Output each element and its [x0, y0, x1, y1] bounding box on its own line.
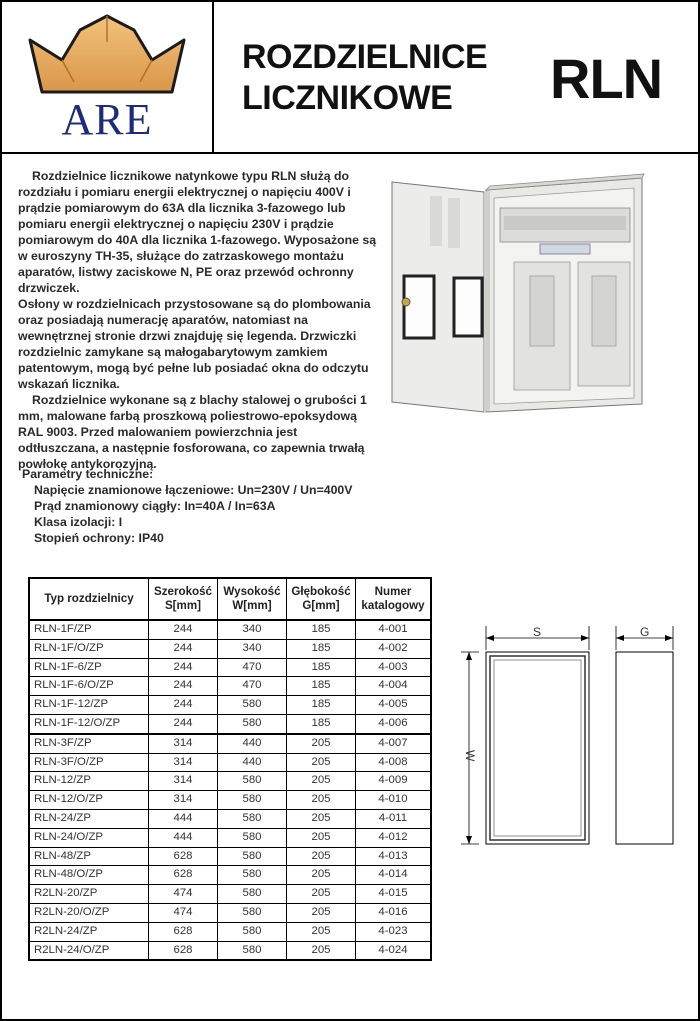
- cell-width: 244: [149, 620, 218, 639]
- cell-type: R2LN-20/ZP: [29, 885, 149, 904]
- table-row: [29, 714, 431, 733]
- cell-catalog: 4-014: [356, 866, 432, 885]
- cell-width: 244: [149, 639, 218, 658]
- cell-catalog: 4-005: [356, 696, 432, 715]
- table-row: [29, 734, 431, 753]
- description: [18, 168, 378, 472]
- cell-type: RLN-12/ZP: [29, 772, 149, 791]
- model-title: RLN: [550, 47, 663, 110]
- product-photo: [390, 172, 652, 418]
- cell-width: 444: [149, 828, 218, 847]
- cell-depth: 205: [287, 885, 356, 904]
- cell-height: 440: [218, 734, 287, 753]
- height-label: W: [463, 750, 477, 762]
- cell-depth: 205: [287, 847, 356, 866]
- cell-height: 580: [218, 885, 287, 904]
- cell-catalog: 4-007: [356, 734, 432, 753]
- cell-catalog: 4-004: [356, 677, 432, 696]
- cell-catalog: 4-008: [356, 753, 432, 772]
- cell-type: RLN-12/O/ZP: [29, 791, 149, 810]
- description-paragraph: Rozdzielnice wykonane są z blachy stalowej o grubości 1 mm, malowane farbą proszkową poliestrowo-epoksydową RAL 9003. Przed malowaniem powierzchnia jest odtłuszczana, a następnie fosforowana, co zapewnia trwałą powłokę antykorozyjną.: [18, 393, 367, 471]
- cell-depth: 185: [287, 620, 356, 639]
- cell-height: 580: [218, 809, 287, 828]
- cell-height: 580: [218, 866, 287, 885]
- cell-type: RLN-1F-6/ZP: [29, 658, 149, 677]
- cell-type: R2LN-20/O/ZP: [29, 903, 149, 922]
- cell-width: 628: [149, 941, 218, 960]
- cell-type: R2LN-24/ZP: [29, 922, 149, 941]
- cell-catalog: 4-010: [356, 791, 432, 810]
- col-header-type: Typ rozdzielnicy: [29, 578, 149, 620]
- table-row: [29, 639, 431, 658]
- table-row: [29, 847, 431, 866]
- cell-height: 340: [218, 620, 287, 639]
- cell-height: 580: [218, 941, 287, 960]
- cell-catalog: 4-002: [356, 639, 432, 658]
- cell-width: 444: [149, 809, 218, 828]
- specs-table: [28, 577, 432, 961]
- table-row: [29, 658, 431, 677]
- col-header-width: Szerokość S[mm]: [149, 578, 218, 620]
- description-paragraph: Osłony w rozdzielnicach przystosowane są do plombowania oraz posiadają numerację aparatów, natomiast na wewnętrznej stronie drzwi znajduję się legenda. Drzwiczki rozdzielnic zamykane są małogabarytowym zamkiem patentowym, mogą być pełne lub posiadać okna do odczytu wskazań licznika.: [18, 297, 371, 391]
- cell-height: 580: [218, 903, 287, 922]
- cell-height: 470: [218, 677, 287, 696]
- cell-width: 244: [149, 714, 218, 733]
- table-row: [29, 922, 431, 941]
- param-voltage: Napięcie znamionowe łączeniowe: Un=230V / Un=400V: [34, 483, 353, 497]
- cell-width: 244: [149, 677, 218, 696]
- catalog-page: [2, 2, 698, 1019]
- cell-width: 628: [149, 847, 218, 866]
- cell-catalog: 4-016: [356, 903, 432, 922]
- cell-depth: 205: [287, 734, 356, 753]
- cell-type: R2LN-24/O/ZP: [29, 941, 149, 960]
- cell-depth: 205: [287, 866, 356, 885]
- table-row: [29, 772, 431, 791]
- cell-type: RLN-1F-12/O/ZP: [29, 714, 149, 733]
- table-row: [29, 809, 431, 828]
- cell-width: 244: [149, 696, 218, 715]
- cell-type: RLN-3F/O/ZP: [29, 753, 149, 772]
- table-row: [29, 903, 431, 922]
- cell-catalog: 4-001: [356, 620, 432, 639]
- cell-catalog: 4-009: [356, 772, 432, 791]
- header-divider: [2, 152, 698, 154]
- table-row: [29, 885, 431, 904]
- cell-catalog: 4-023: [356, 922, 432, 941]
- cell-height: 580: [218, 791, 287, 810]
- cell-catalog: 4-012: [356, 828, 432, 847]
- cell-height: 580: [218, 772, 287, 791]
- table-row: [29, 753, 431, 772]
- cell-height: 340: [218, 639, 287, 658]
- table-row: [29, 941, 431, 960]
- technical-parameters: [22, 466, 382, 546]
- cell-catalog: 4-015: [356, 885, 432, 904]
- cell-depth: 185: [287, 677, 356, 696]
- param-protection: Stopień ochrony: IP40: [34, 531, 164, 545]
- cell-width: 314: [149, 753, 218, 772]
- cell-type: RLN-1F/O/ZP: [29, 639, 149, 658]
- title-line-1: ROZDZIELNICE: [242, 38, 488, 76]
- dimension-drawing: [457, 622, 697, 852]
- cell-catalog: 4-024: [356, 941, 432, 960]
- col-header-catalog: Numer katalogowy: [356, 578, 432, 620]
- cell-depth: 185: [287, 714, 356, 733]
- cell-width: 474: [149, 885, 218, 904]
- cell-width: 628: [149, 922, 218, 941]
- cell-type: RLN-1F/ZP: [29, 620, 149, 639]
- table-row: [29, 620, 431, 639]
- cell-depth: 205: [287, 828, 356, 847]
- cell-type: RLN-1F-6/O/ZP: [29, 677, 149, 696]
- cell-width: 474: [149, 903, 218, 922]
- cell-depth: 205: [287, 753, 356, 772]
- table-row: [29, 866, 431, 885]
- cell-type: RLN-48/O/ZP: [29, 866, 149, 885]
- cell-type: RLN-48/ZP: [29, 847, 149, 866]
- table-row: [29, 828, 431, 847]
- brand-name: ARE: [61, 95, 153, 144]
- table-row: [29, 791, 431, 810]
- logo-box: [2, 2, 214, 152]
- params-heading: Parametry techniczne:: [22, 467, 154, 481]
- cell-catalog: 4-013: [356, 847, 432, 866]
- cell-width: 628: [149, 866, 218, 885]
- col-header-depth: Głębokość G[mm]: [287, 578, 356, 620]
- cell-type: RLN-24/O/ZP: [29, 828, 149, 847]
- cell-height: 470: [218, 658, 287, 677]
- col-header-height: Wysokość W[mm]: [218, 578, 287, 620]
- width-label: S: [533, 625, 542, 639]
- cell-type: RLN-3F/ZP: [29, 734, 149, 753]
- table-row: [29, 677, 431, 696]
- cell-width: 314: [149, 734, 218, 753]
- description-paragraph: Rozdzielnice licznikowe natynkowe typu RLN służą do rozdziału i pomiaru energii elektrycznej o napięciu 400V i prądzie pomiarowym do 63A dla licznika 3-fazowego lub pomiaru energii elektrycznej o napięciu 230V i prądzie pomiarowym do 40A dla licznika 1-fazowego. Wyposażone są w euroszyny TH-35, służące do zatrzaskowego montażu aparatów, listwy zaciskowe N, PE oraz przewód ochronny drzwiczek.: [18, 169, 377, 295]
- cell-height: 580: [218, 714, 287, 733]
- cell-depth: 185: [287, 658, 356, 677]
- cell-type: RLN-1F-12/ZP: [29, 696, 149, 715]
- cell-catalog: 4-011: [356, 809, 432, 828]
- cell-type: RLN-24/ZP: [29, 809, 149, 828]
- cell-depth: 185: [287, 639, 356, 658]
- cell-depth: 205: [287, 772, 356, 791]
- cell-height: 580: [218, 922, 287, 941]
- cell-height: 440: [218, 753, 287, 772]
- cell-depth: 205: [287, 791, 356, 810]
- param-current: Prąd znamionowy ciągły: In=40A / In=63A: [34, 499, 276, 513]
- cell-width: 314: [149, 791, 218, 810]
- cell-width: 314: [149, 772, 218, 791]
- cell-depth: 185: [287, 696, 356, 715]
- table-row: [29, 696, 431, 715]
- cell-height: 580: [218, 828, 287, 847]
- cell-width: 244: [149, 658, 218, 677]
- cell-catalog: 4-006: [356, 714, 432, 733]
- title-line-2: LICZNIKOWE: [242, 79, 453, 117]
- cell-height: 580: [218, 847, 287, 866]
- cell-height: 580: [218, 696, 287, 715]
- cell-depth: 205: [287, 903, 356, 922]
- depth-label: G: [640, 625, 650, 639]
- param-insulation: Klasa izolacji: I: [34, 515, 123, 529]
- cell-depth: 205: [287, 922, 356, 941]
- cell-catalog: 4-003: [356, 658, 432, 677]
- cell-depth: 205: [287, 941, 356, 960]
- cell-depth: 205: [287, 809, 356, 828]
